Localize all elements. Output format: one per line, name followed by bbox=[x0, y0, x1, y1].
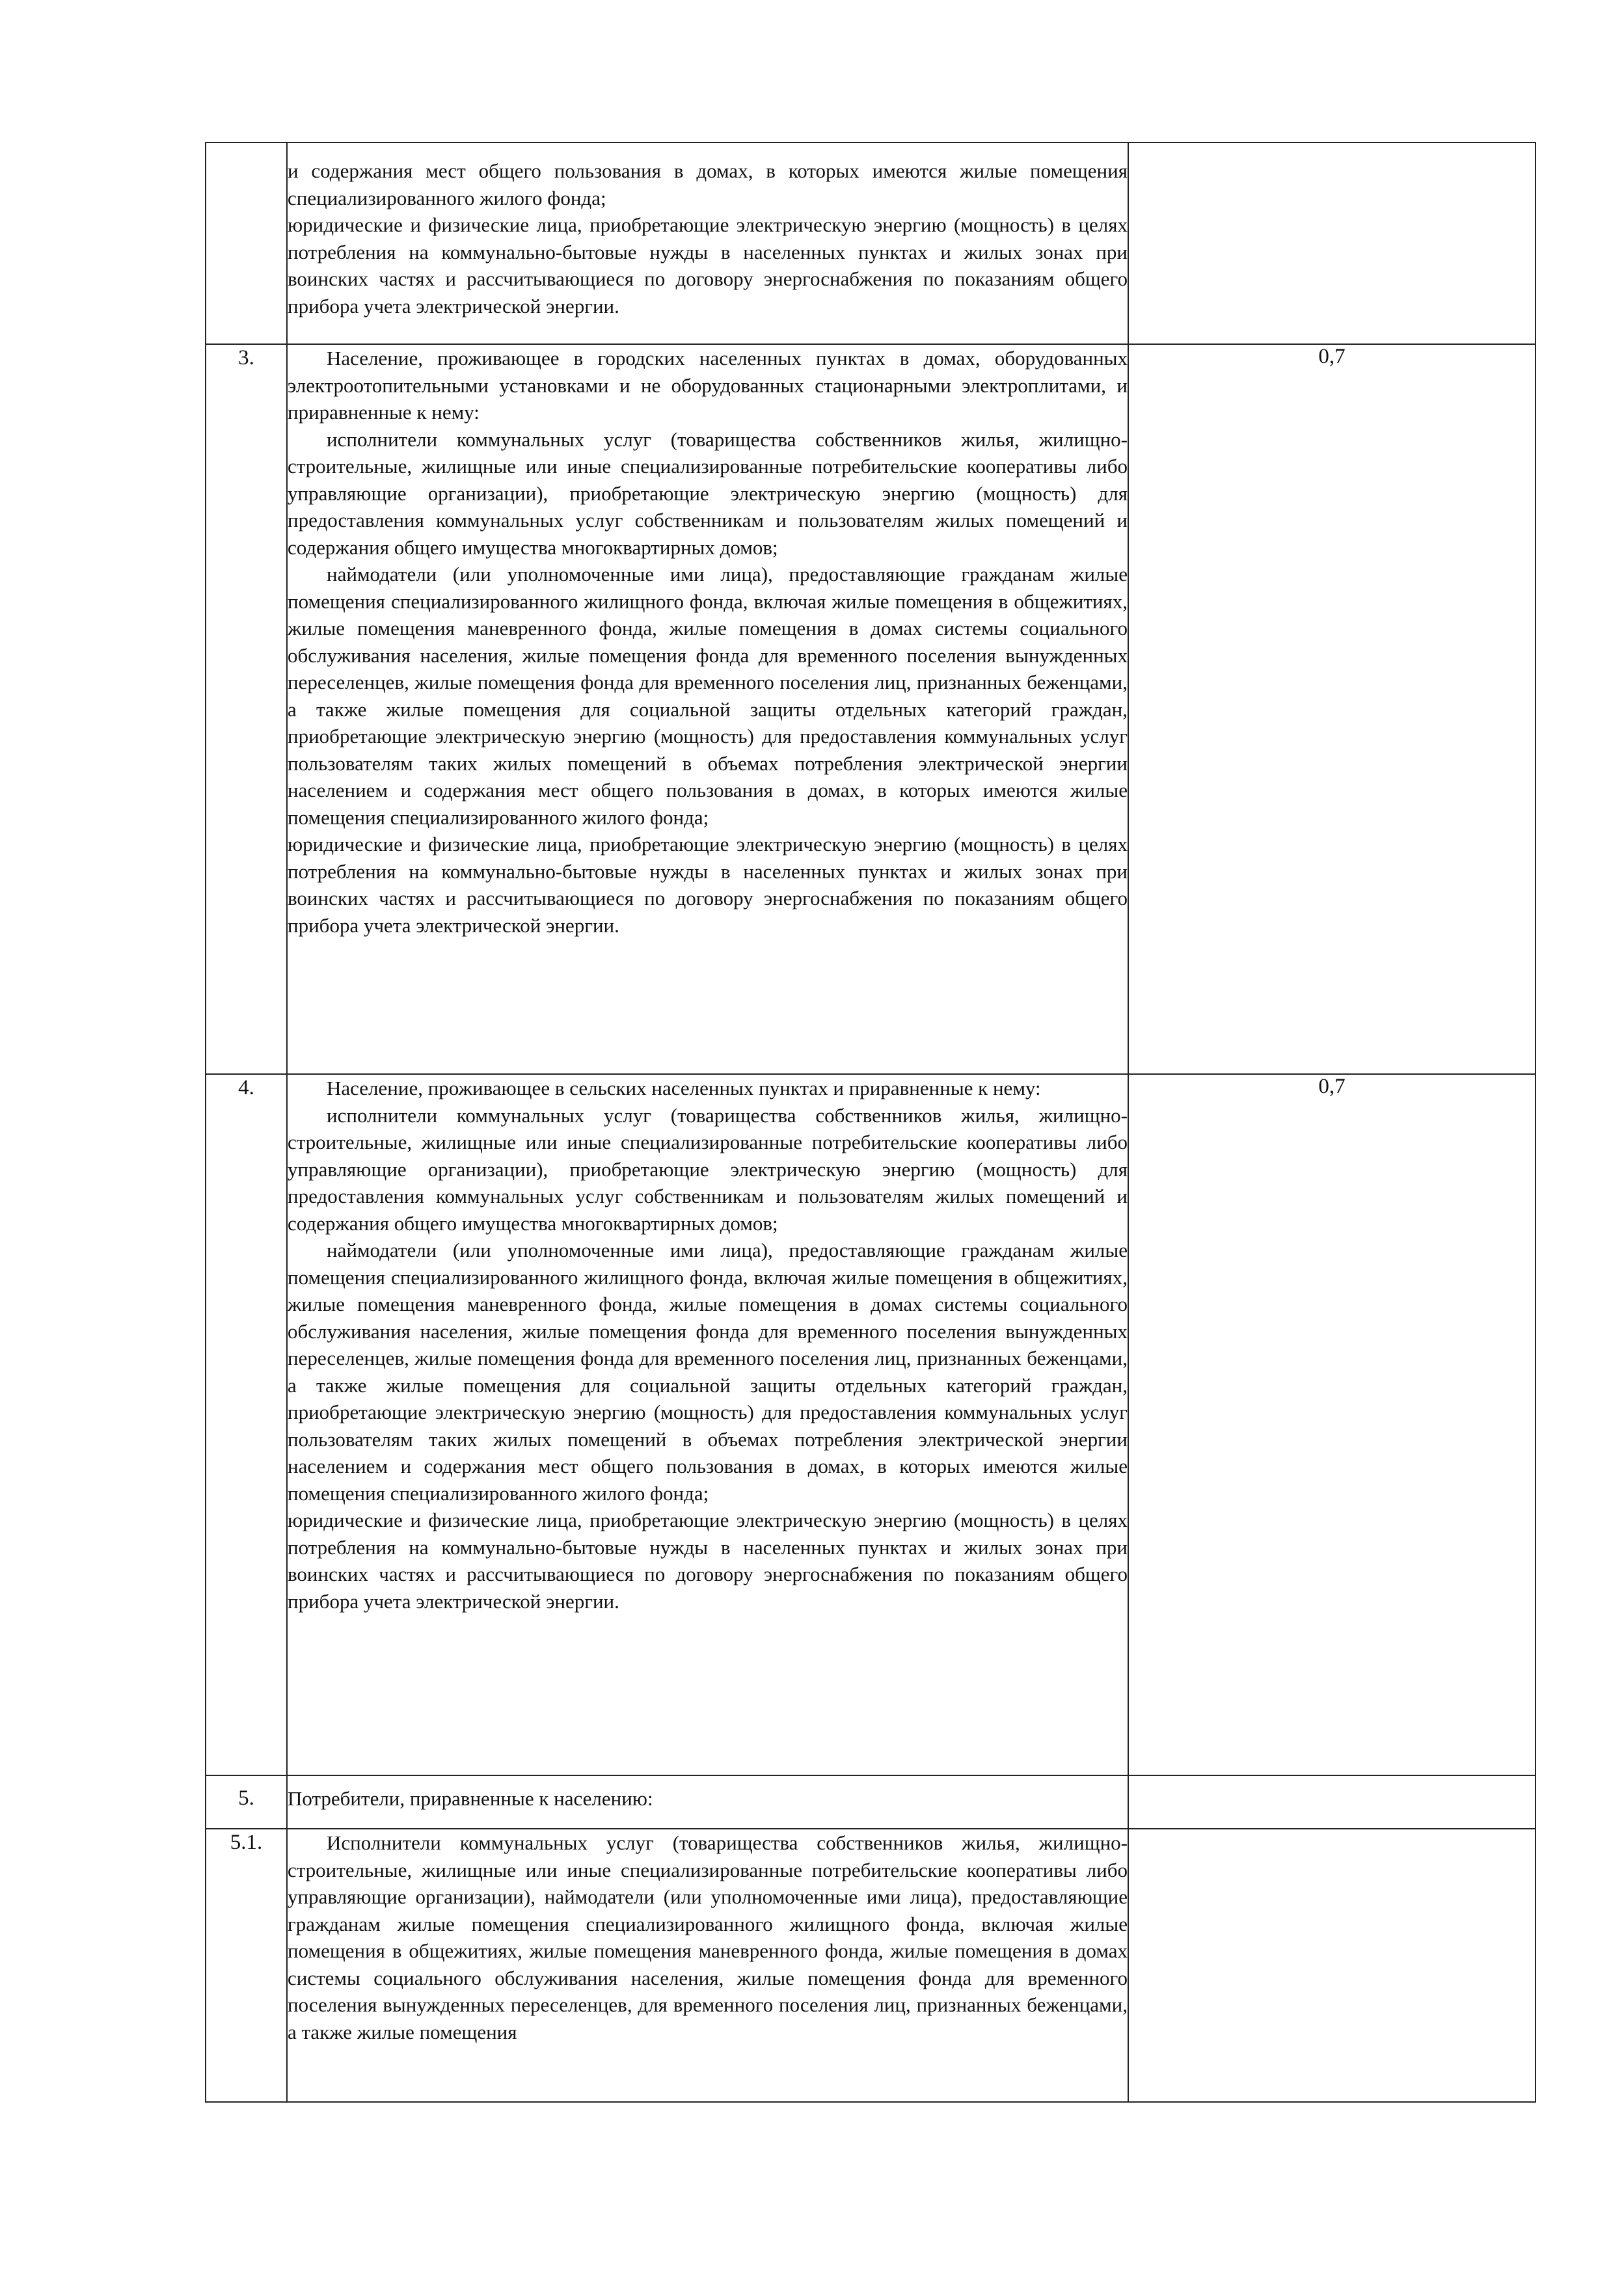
paragraph: Исполнители коммунальных услуг (товарищества собственников жилья, жилищно-строительные, жилищные или иные специализированные потребительские кооперативы либо управляющие организации), наймодатели (или уполномоченные ими лица), предоставляющие гражданам жилые помещения специализированного жилищного фонда, включая жилые помещения в общежитиях, жилые помещения маневренного фонда, жилые помещения в домах системы социального обслуживания населения, жилые помещения фонда для временного поселения вынужденных переселенцев, для временного поселения лиц, признанных беженцами, а также жилые помещения bbox=[288, 1831, 1128, 2043]
paragraph: наймодатели (или уполномоченные ими лица), предоставляющие гражданам жилые помещения специализированного жилищного фонда, включая жилые помещения в общежитиях, жилые помещения маневренного фонда, жилые помещения в домах системы социального обслуживания населения, жилые помещения фонда для временного поселения вынужденных переселенцев, жилые помещения фонда для временного поселения лиц, признанных беженцами, а также жилые помещения для социальной защиты отдельных категорий граждан, приобретающие электрическую энергию (мощность) для предоставления коммунальных услуг пользователям таких жилых помещений в объемах потребления электрической энергии населением и содержания мест общего пользования в домах, в которых имеются жилые помещения специализированного жилого фонда; bbox=[288, 1239, 1128, 1505]
row-description bbox=[287, 344, 1128, 1074]
paragraph: и содержания мест общего пользования в домах, в которых имеются жилые помещения специализированного жилого фонда; bbox=[288, 159, 1128, 209]
row-number: 3. bbox=[206, 344, 287, 1074]
row-value bbox=[1128, 1829, 1536, 2102]
paragraph: исполнители коммунальных услуг (товарищества собственников жилья, жилищно-строительные, жилищные или иные специализированные потребительские кооперативы либо управляющие организации), приобретающие электрическую энергию (мощность) для предоставления коммунальных услуг собственникам и пользователям жилых помещений и содержания общего имущества многоквартирных домов; bbox=[288, 427, 1128, 559]
row-description bbox=[287, 142, 1128, 344]
paragraph: наймодатели (или уполномоченные ими лица), предоставляющие гражданам жилые помещения специализированного жилищного фонда, включая жилые помещения в общежитиях, жилые помещения маневренного фонда, жилые помещения в домах системы социального обслуживания населения, жилые помещения фонда для временного поселения вынужденных переселенцев, жилые помещения фонда для временного поселения лиц, признанных беженцами, а также жилые помещения для социальной защиты отдельных категорий граждан, приобретающие электрическую энергию (мощность) для предоставления коммунальных услуг пользователям таких жилых помещений в объемах потребления электрической энергии населением и содержания мест общего пользования в домах, в которых имеются жилые помещения специализированного жилого фонда; bbox=[288, 563, 1128, 829]
paragraph: юридические и физические лица, приобретающие электрическую энергию (мощность) в целях потребления на коммунально-бытовые нужды в населенных пунктах и жилых зонах при воинских частях и рассчитывающиеся по договору энергоснабжения по показаниям общего прибора учета электрической энергии. bbox=[288, 1509, 1128, 1613]
paragraph: Население, проживающее в городских населенных пунктах в домах, оборудованных электроотопительными установками и не оборудованных стационарными электроплитами, и приравненные к нему: bbox=[288, 347, 1128, 424]
table-row bbox=[206, 344, 1536, 1074]
table-row bbox=[206, 1775, 1536, 1829]
row-value: 0,7 bbox=[1128, 344, 1536, 1074]
row-description bbox=[287, 1775, 1128, 1829]
row-number: 5. bbox=[206, 1775, 287, 1829]
table-row bbox=[206, 1829, 1536, 2102]
table-row bbox=[206, 142, 1536, 344]
paragraph: исполнители коммунальных услуг (товарищества собственников жилья, жилищно-строительные, жилищные или иные специализированные потребительские кооперативы либо управляющие организации), приобретающие электрическую энергию (мощность) для предоставления коммунальных услуг собственникам и пользователям жилых помещений и содержания общего имущества многоквартирных домов; bbox=[288, 1103, 1128, 1235]
row-value bbox=[1128, 142, 1536, 344]
row-number: 5.1. bbox=[206, 1829, 287, 2102]
paragraph: юридические и физические лица, приобретающие электрическую энергию (мощность) в целях потребления на коммунально-бытовые нужды в населенных пунктах и жилых зонах при воинских частях и рассчитывающиеся по договору энергоснабжения по показаниям общего прибора учета электрической энергии. bbox=[288, 213, 1128, 317]
row-value bbox=[1128, 1775, 1536, 1829]
row-number: 4. bbox=[206, 1074, 287, 1775]
paragraph: Потребители, приравненные к населению: bbox=[288, 1787, 653, 1810]
tariff-coefficient-table bbox=[205, 142, 1536, 2103]
row-number bbox=[206, 142, 287, 344]
row-value: 0,7 bbox=[1128, 1074, 1536, 1775]
paragraph: юридические и физические лица, приобретающие электрическую энергию (мощность) в целях потребления на коммунально-бытовые нужды в населенных пунктах и жилых зонах при воинских частях и рассчитывающиеся по договору энергоснабжения по показаниям общего прибора учета электрической энергии. bbox=[288, 833, 1128, 937]
paragraph: Население, проживающее в сельских населенных пунктах и приравненные к нему: bbox=[327, 1077, 1041, 1099]
table-row bbox=[206, 1074, 1536, 1775]
row-description bbox=[287, 1074, 1128, 1775]
row-description bbox=[287, 1829, 1128, 2102]
